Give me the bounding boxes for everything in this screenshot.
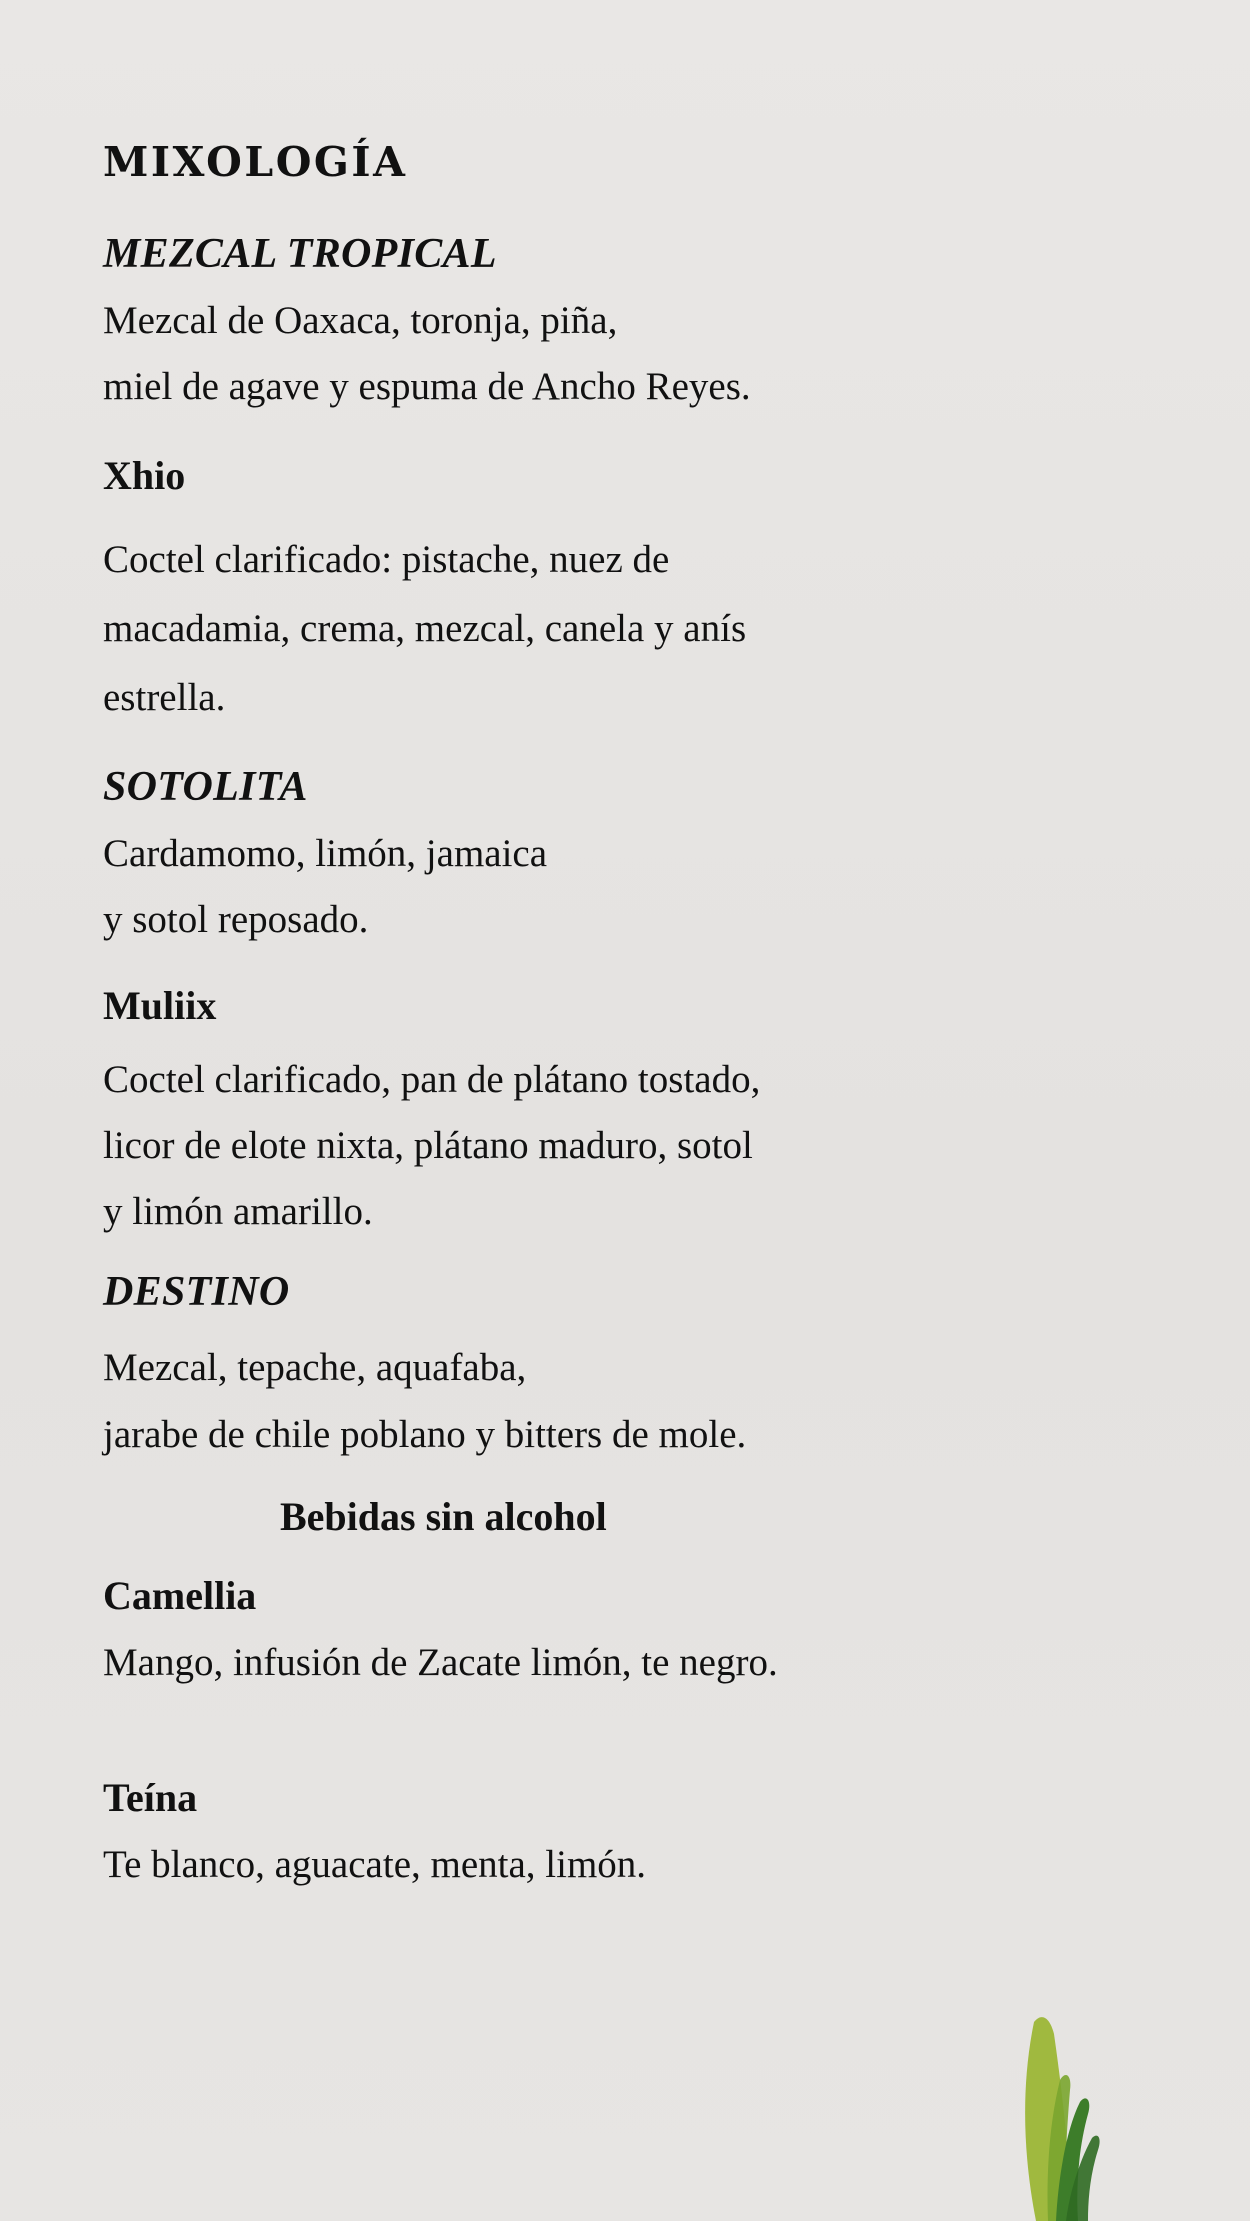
cocktail-description-line: Coctel clarificado, pan de plátano tostado,	[103, 1058, 761, 1101]
cocktail-name: SOTOLITA	[103, 764, 308, 810]
drink-description-line: Te blanco, aguacate, menta, limón.	[103, 1843, 647, 1886]
cocktail-name: Xhio	[103, 453, 186, 498]
cocktail-description-line: y limón amarillo.	[103, 1190, 373, 1233]
cocktail-name: DESTINO	[103, 1269, 290, 1315]
cocktail-description-line: miel de agave y espuma de Ancho Reyes.	[103, 365, 751, 408]
plant-leaf-icon	[1000, 2010, 1120, 2221]
cocktail-name: MEZCAL TROPICAL	[103, 231, 497, 277]
cocktail-description-line: y sotol reposado.	[103, 898, 369, 941]
cocktail-description-line: Coctel clarificado: pistache, nuez de	[103, 538, 670, 581]
menu-heading: MIXOLOGÍA	[103, 138, 408, 186]
non-alcoholic-heading: Bebidas sin alcohol	[280, 1494, 607, 1539]
drink-description-line: Mango, infusión de Zacate limón, te negro.	[103, 1641, 778, 1684]
cocktail-description-line: licor de elote nixta, plátano maduro, sotol	[103, 1124, 753, 1167]
cocktail-description-line: macadamia, crema, mezcal, canela y anís	[103, 607, 747, 650]
cocktail-description-line: Mezcal, tepache, aquafaba,	[103, 1346, 527, 1389]
cocktail-description-line: estrella.	[103, 676, 226, 719]
cocktail-description-line: Mezcal de Oaxaca, toronja, piña,	[103, 299, 618, 342]
cocktail-description-line: Cardamomo, limón, jamaica	[103, 832, 548, 875]
cocktail-description-line: jarabe de chile poblano y bitters de mole.	[103, 1413, 747, 1456]
cocktail-name: Muliix	[103, 983, 217, 1028]
drink-name: Teína	[103, 1775, 198, 1820]
drink-name: Camellia	[103, 1573, 257, 1618]
